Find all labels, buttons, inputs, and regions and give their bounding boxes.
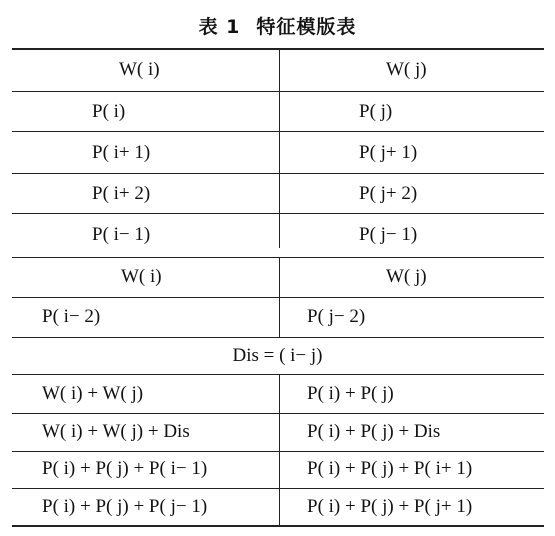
- table-cell: P( j− 1): [359, 224, 418, 245]
- row-divider: [12, 91, 544, 92]
- column-divider: [279, 48, 280, 248]
- table-cell: P( i+ 2): [92, 183, 151, 204]
- table-cell: P( i): [92, 101, 126, 122]
- table-cell: P( j): [359, 101, 393, 122]
- table-cell: P( i+ 1): [92, 142, 151, 163]
- row-divider: [12, 131, 544, 132]
- table-number: 表 1: [198, 16, 241, 38]
- column-divider: [279, 374, 280, 525]
- table-cell: W( i) + W( j) + Dis: [42, 421, 190, 442]
- table-bottom-rule: [12, 525, 544, 527]
- table-cell: P( i) + P( j) + Dis: [307, 421, 441, 442]
- table-cell: P( j+ 1): [359, 142, 418, 163]
- row-divider: [12, 337, 544, 338]
- column-header-wj: W( j): [386, 59, 427, 80]
- row-divider: [12, 213, 544, 214]
- column-header-wj: W( j): [386, 266, 427, 287]
- table-cell: P( i) + P( j) + P( j− 1): [42, 496, 208, 517]
- table-top-rule: [12, 48, 544, 50]
- table-title: 特征模版表: [256, 16, 357, 38]
- row-divider: [12, 374, 544, 375]
- table-cell: P( i) + P( j): [307, 383, 394, 404]
- row-divider: [12, 413, 544, 414]
- table-cell: P( i) + P( j) + P( i+ 1): [307, 458, 473, 479]
- column-divider: [279, 257, 280, 337]
- table-cell: P( i− 2): [42, 306, 101, 327]
- column-header-wi: W( i): [121, 266, 162, 287]
- row-divider: [12, 173, 544, 174]
- row-divider: [12, 488, 544, 489]
- table-cell: P( i− 1): [92, 224, 151, 245]
- column-header-wi: W( i): [119, 59, 160, 80]
- table-cell: P( j− 2): [307, 306, 366, 327]
- table-caption: [0, 12, 555, 39]
- row-divider: [12, 451, 544, 452]
- table-cell: P( i) + P( j) + P( i− 1): [42, 458, 208, 479]
- section-divider: [12, 257, 544, 258]
- dis-formula: Dis = ( i− j): [232, 345, 323, 366]
- table-cell: P( j+ 2): [359, 183, 418, 204]
- row-divider: [12, 297, 544, 298]
- table-cell: W( i) + W( j): [42, 383, 144, 404]
- table-cell: P( i) + P( j) + P( j+ 1): [307, 496, 473, 517]
